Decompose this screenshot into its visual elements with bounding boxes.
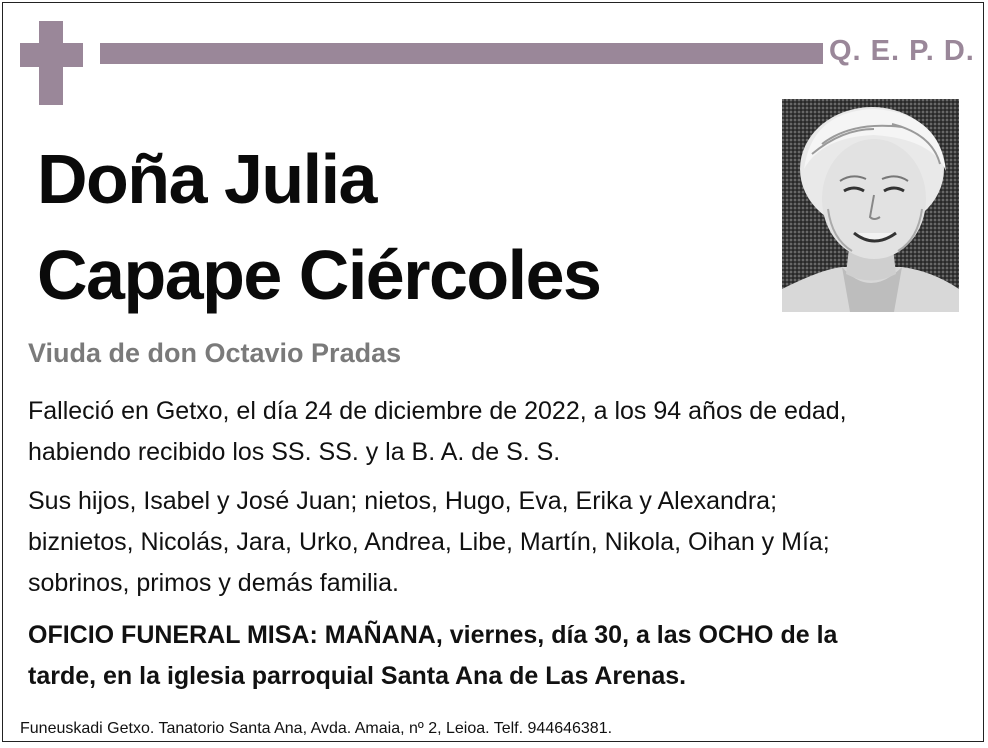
qepd-label: Q. E. P. D. bbox=[829, 35, 975, 67]
widow-of-line: Viuda de don Octavio Pradas bbox=[28, 338, 402, 368]
name-line-2: Capape Ciércoles bbox=[37, 236, 601, 314]
obituary-notice bbox=[2, 2, 984, 742]
funeral-line-2: tarde, en la iglesia parroquial Santa Ana de Las Arenas. bbox=[28, 662, 687, 690]
cross-horizontal bbox=[20, 43, 83, 67]
family-line-2: biznietos, Nicolás, Jara, Urko, Andrea, Libe, Martín, Nikola, Oihan y Mía; bbox=[28, 528, 830, 556]
death-line-2: habiendo recibido los SS. SS. y la B. A. de S. S. bbox=[28, 438, 561, 466]
funeral-line-1: OFICIO FUNERAL MISA: MAÑANA, viernes, día 30, a las OCHO de la bbox=[28, 621, 838, 649]
portrait-photo bbox=[782, 99, 959, 312]
funeral-home-footer: Funeuskadi Getxo. Tanatorio Santa Ana, Avda. Amaia, nº 2, Leioa. Telf. 944646381. bbox=[20, 720, 613, 737]
header-bar bbox=[100, 43, 823, 64]
name-line-1: Doña Julia bbox=[37, 140, 376, 218]
deceased-name bbox=[37, 131, 600, 323]
funeral-details bbox=[28, 615, 958, 697]
family-list bbox=[28, 481, 958, 604]
family-line-1: Sus hijos, Isabel y José Juan; nietos, Hugo, Eva, Erika y Alexandra; bbox=[28, 487, 778, 515]
portrait-image bbox=[782, 99, 959, 312]
family-line-3: sobrinos, primos y demás familia. bbox=[28, 569, 399, 597]
death-line-1: Falleció en Getxo, el día 24 de diciembre de 2022, a los 94 años de edad, bbox=[28, 397, 847, 425]
death-announcement bbox=[28, 391, 958, 473]
